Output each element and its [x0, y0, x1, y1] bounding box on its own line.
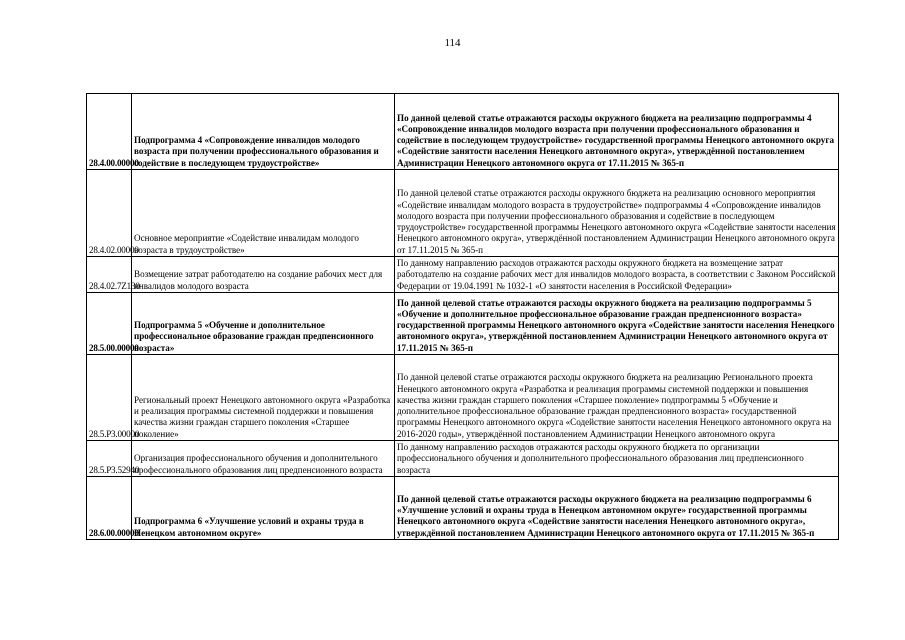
description-cell: По данной целевой статье отражаются расходы окружного бюджета на реализацию подпрограммы 4 «Сопровождение инвалидов молодого возраста при получении профессионального образования и содействие в последующем трудоустройстве» государственной программы Ненецкого автономного округа «Содействие занятости населения Ненецкого автономного округа», утверждённой постановлением Администрации Ненецкого автономного округа от 17.11.2015 № 365-п: [395, 94, 839, 170]
name-cell: Подпрограмма 4 «Сопровождение инвалидов молодого возраста при получении профессионального образования и содействие в последующем трудоустройстве»: [132, 94, 395, 170]
description-cell: По данному направлению расходов отражаются расходы окружного бюджета по организации профессионального обучения и дополнительного профессионального образования лиц предпенсионного возраста: [395, 441, 839, 477]
name-cell: Подпрограмма 6 «Улучшение условий и охраны труда в Ненецком автономном округе»: [132, 477, 395, 540]
code-cell: 28.5.P3.00000: [87, 355, 132, 441]
table-row: [87, 257, 839, 293]
table-row: [87, 355, 839, 441]
name-cell: Организация профессионального обучения и дополнительного профессионального образования лиц предпенсионного возраста: [132, 441, 395, 477]
name-cell: Подпрограмма 5 «Обучение и дополнительное профессиональное образование граждан предпенсионного возраста»: [132, 293, 395, 355]
table-row: [87, 293, 839, 355]
code-cell: 28.5.P3.52940: [87, 441, 132, 477]
code-cell: 28.6.00.00000: [87, 477, 132, 540]
description-cell: По данной целевой статье отражаются расходы окружного бюджета на реализацию подпрограммы 6 «Улучшение условий и охраны труда в Ненецком автономном округе» государственной программы Ненецкого автономного округа «Содействие занятости населения Ненецкого автономного округа», утверждённой постановлением Администрации Ненецкого автономного округа от 17.11.2015 № 365-п: [395, 477, 839, 540]
name-cell: Региональный проект Ненецкого автономного округа «Разработка и реализация программы системной поддержки и повышения качества жизни граждан старшего поколения «Старшее поколение»: [132, 355, 395, 441]
budget-classification-table: [86, 93, 839, 540]
description-cell: По данной целевой статье отражаются расходы окружного бюджета на реализацию Регионального проекта Ненецкого автономного округа «Разработка и реализация программы системной поддержки и повышения качества жизни граждан старшего поколения «Старшее поколение» подпрограммы 5 «Обучение и дополнительное профессиональное образование граждан предпенсионного возраста» государственной программы Ненецкого автономного округа «Содействие занятости населения Ненецкого автономного округа на 2016-2020 годы», утверждённой постановлением Администрации Ненецкого автономного округа: [395, 355, 839, 441]
name-cell: Основное мероприятие «Содействие инвалидам молодого возраста в трудоустройстве»: [132, 170, 395, 257]
description-cell: По данной целевой статье отражаются расходы окружного бюджета на реализацию подпрограммы 5 «Обучение и дополнительное профессиональное образование граждан предпенсионного возраста» государственной программы Ненецкого автономного округа «Содействие занятости населения Ненецкого автономного округа», утверждённой постановлением Администрации Ненецкого автономного округа от 17.11.2015 № 365-п: [395, 293, 839, 355]
code-cell: 28.4.02.00000: [87, 170, 132, 257]
code-cell: 28.5.00.00000: [87, 293, 132, 355]
description-cell: По данному направлению расходов отражаются расходы окружного бюджета на возмещение затрат работодателю на создание рабочих мест для инвалидов молодого возраста, в соответствии с Законом Российской Федерации от 19.04.1991 № 1032-1 «О занятости населения в Российской Федерации»: [395, 257, 839, 293]
code-cell: 28.4.00.00000: [87, 94, 132, 170]
code-cell: 28.4.02.7Z130: [87, 257, 132, 293]
table-row: [87, 94, 839, 170]
name-cell: Возмещение затрат работодателю на создание рабочих мест для инвалидов молодого возраста: [132, 257, 395, 293]
table-row: [87, 477, 839, 540]
page-number: 114: [444, 37, 461, 49]
table-row: [87, 170, 839, 257]
description-cell: По данной целевой статье отражаются расходы окружного бюджета на реализацию основного мероприятия «Содействие инвалидам молодого возраста в трудоустройстве» подпрограммы 4 «Сопровождение инвалидов молодого возраста при получении профессионального образования и содействие в последующем трудоустройстве» государственной программы Ненецкого автономного округа «Содействие занятости населения Ненецкого автономного округа», утверждённой постановлением Администрации Ненецкого автономного округа от 17.11.2015 № 365-п: [395, 170, 839, 257]
table-row: [87, 441, 839, 477]
